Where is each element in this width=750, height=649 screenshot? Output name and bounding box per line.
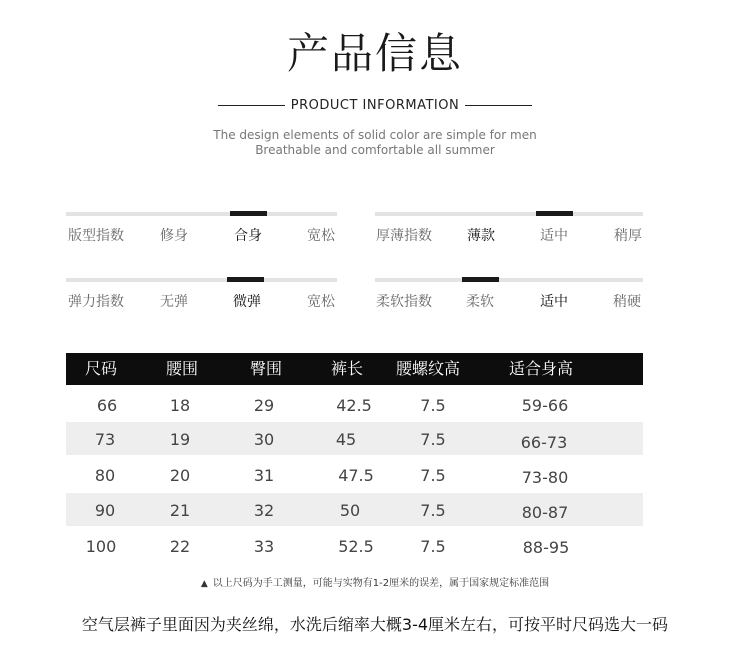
fit-index-name: 版型指数 <box>68 228 124 244</box>
header-size: 尺码 <box>85 359 118 378</box>
header-waistband-height: 腰螺纹高 <box>396 359 461 378</box>
measurement-note <box>0 577 750 591</box>
description-line-2: Breathable and comfortable all summer <box>255 143 495 157</box>
table-cell: 100 <box>85 537 117 556</box>
table-cell: 30 <box>253 430 275 449</box>
table-cell: 22 <box>169 537 191 556</box>
thickness-index-bar <box>375 212 643 216</box>
header-length: 裤长 <box>331 359 364 378</box>
table-cell: 73-80 <box>521 468 569 487</box>
page-title: 产品信息 <box>286 29 463 78</box>
softness-index-option-2: 适中 <box>540 294 568 310</box>
description-line-1: The design elements of solid color are simple for men <box>213 128 537 142</box>
measurement-note-text: 以上尺码为手工测量，可能与实物有1-2厘米的误差，属于国家规定标准范围 <box>212 578 550 589</box>
table-cell: 7.5 <box>420 396 446 415</box>
thickness-index-marker <box>536 211 573 216</box>
washing-note: 空气层裤子里面因为夹丝绵，水洗后缩率大概3-4厘米左右，可按平时尺码选大一码 <box>81 615 669 634</box>
subtitle <box>0 97 750 115</box>
table-cell: 7.5 <box>420 537 446 556</box>
thickness-index-option-1: 薄款 <box>467 228 495 244</box>
fit-index-option-3: 宽松 <box>307 228 335 244</box>
table-cell: 21 <box>169 501 191 520</box>
table-cell: 18 <box>169 396 191 415</box>
table-cell: 90 <box>94 501 116 520</box>
fit-index-bar <box>66 212 337 216</box>
fit-index-marker <box>230 211 267 216</box>
table-cell: 73 <box>94 430 116 449</box>
table-cell: 31 <box>253 466 275 485</box>
table-cell: 29 <box>253 396 275 415</box>
table-cell: 19 <box>169 430 191 449</box>
table-cell: 66-73 <box>520 433 568 452</box>
table-cell: 52.5 <box>338 537 374 556</box>
table-cell: 50 <box>339 501 361 520</box>
softness-index-marker <box>462 277 499 282</box>
fit-index-option-1: 修身 <box>160 228 188 244</box>
table-cell: 7.5 <box>420 466 446 485</box>
header-waist: 腰围 <box>166 359 199 378</box>
table-cell: 80-87 <box>521 503 569 522</box>
thickness-index-option-3: 稍厚 <box>614 228 642 244</box>
elasticity-index-marker <box>227 277 264 282</box>
table-cell: 80 <box>94 466 116 485</box>
warning-triangle-icon: ▲ <box>200 579 208 589</box>
table-cell: 7.5 <box>420 501 446 520</box>
elasticity-index-option-2: 微弹 <box>233 294 261 310</box>
softness-index-bar <box>375 278 643 282</box>
table-cell: 42.5 <box>336 396 372 415</box>
softness-index-option-1: 柔软 <box>466 294 494 310</box>
table-cell: 20 <box>169 466 191 485</box>
softness-index-name: 柔软指数 <box>376 294 432 310</box>
elasticity-index-option-3: 宽松 <box>307 294 335 310</box>
table-cell: 88-95 <box>522 538 570 557</box>
thickness-index-name: 厚薄指数 <box>376 228 432 244</box>
header-hip: 臀围 <box>250 359 283 378</box>
subtitle-text: PRODUCT INFORMATION <box>285 98 465 113</box>
table-cell: 32 <box>253 501 275 520</box>
elasticity-index-name: 弹力指数 <box>68 294 124 310</box>
header-suitable-height: 适合身高 <box>509 359 574 378</box>
table-cell: 66 <box>96 396 118 415</box>
table-cell: 47.5 <box>338 466 374 485</box>
softness-index-option-3: 稍硬 <box>613 294 641 310</box>
table-cell: 59-66 <box>521 396 569 415</box>
table-cell: 45 <box>335 430 357 449</box>
fit-index-option-2: 合身 <box>234 228 262 244</box>
thickness-index-option-2: 适中 <box>540 228 568 244</box>
elasticity-index-option-1: 无弹 <box>160 294 188 310</box>
table-cell: 7.5 <box>420 430 446 449</box>
elasticity-index-bar <box>66 278 337 282</box>
table-cell: 33 <box>253 537 275 556</box>
